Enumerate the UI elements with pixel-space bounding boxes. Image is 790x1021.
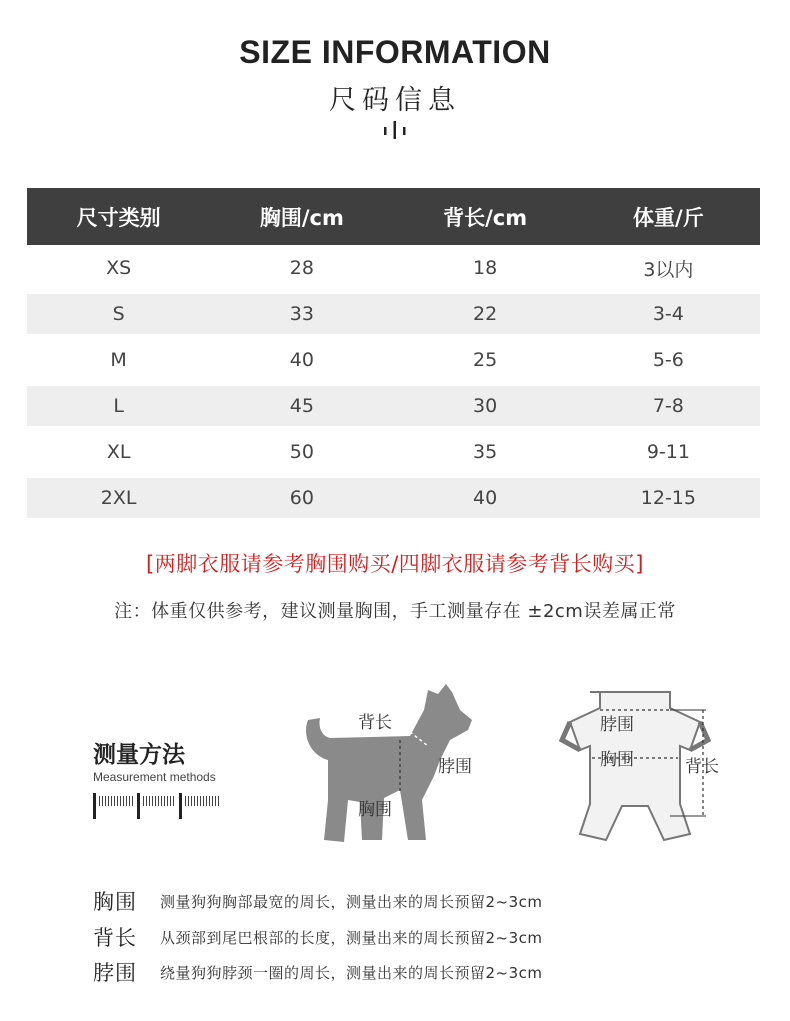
cell-chest: 60	[289, 487, 314, 509]
table-row	[27, 478, 760, 518]
cell-weight: 3-4	[652, 303, 684, 325]
col-header-size: 尺寸类别	[76, 205, 161, 230]
definition-row	[93, 957, 543, 987]
cell-size: S	[112, 303, 125, 325]
measure-title: 测量方法	[93, 742, 185, 768]
cell-back: 25	[473, 349, 498, 371]
cell-weight: 7-8	[652, 395, 684, 417]
cell-back: 22	[473, 303, 498, 325]
table-header	[27, 188, 760, 245]
definition-term: 背长	[93, 926, 137, 950]
table-row	[27, 245, 760, 291]
cell-weight: 3以内	[643, 258, 694, 281]
cell-weight: 9-11	[646, 441, 690, 463]
page-subtitle: 尺码信息	[329, 85, 461, 116]
cell-back: 18	[473, 257, 498, 279]
dog-label-back: 背长	[358, 713, 392, 733]
definition-text: 绕量狗狗脖颈一圈的周长，测量出来的周长预留2~3cm	[160, 963, 543, 982]
cell-back: 35	[473, 441, 498, 463]
definition-text: 测量狗狗胸部最宽的周长，测量出来的周长预留2~3cm	[160, 892, 543, 911]
table-row	[27, 337, 760, 383]
page-title: SIZE INFORMATION	[239, 34, 551, 70]
definition-row	[93, 886, 543, 916]
table-row	[27, 294, 760, 334]
cell-chest: 40	[289, 349, 314, 371]
cell-weight: 12-15	[640, 487, 696, 509]
col-header-chest: 胸围/cm	[259, 205, 344, 230]
cell-chest: 28	[289, 257, 314, 279]
cell-chest: 45	[289, 395, 314, 417]
cell-size: XL	[106, 441, 131, 463]
cell-chest: 50	[289, 441, 314, 463]
garment-label-back: 背长	[685, 757, 719, 777]
cell-size: 2XL	[100, 487, 137, 509]
purchase-note: [两脚衣服请参考胸围购买/四脚衣服请参考背长购买]	[146, 552, 644, 576]
col-header-weight: 体重/斤	[633, 205, 704, 230]
cell-weight: 5-6	[652, 349, 684, 371]
size-table	[27, 188, 760, 521]
cell-back: 30	[473, 395, 498, 417]
col-header-back: 背长/cm	[443, 205, 528, 230]
weight-note: 注：体重仅供参考，建议测量胸围，手工测量存在 ±2cm误差属正常	[114, 601, 676, 622]
definition-text: 从颈部到尾巴根部的长度，测量出来的周长预留2~3cm	[160, 928, 543, 947]
garment-label-neck: 脖围	[600, 715, 634, 735]
measure-subtitle: Measurement methods	[93, 770, 216, 784]
ruler-icon	[93, 793, 223, 819]
cell-size: L	[113, 395, 124, 417]
cell-back: 40	[473, 487, 498, 509]
cell-chest: 33	[289, 303, 314, 325]
cell-size: XS	[106, 257, 132, 279]
definition-term: 脖围	[93, 961, 137, 985]
cell-size: M	[110, 349, 127, 371]
divider-mark-icon	[382, 121, 408, 139]
table-row	[27, 429, 760, 475]
definition-term: 胸围	[93, 890, 137, 914]
table-row	[27, 386, 760, 426]
dog-label-neck: 脖围	[438, 757, 472, 777]
garment-label-chest: 胸围	[600, 750, 634, 770]
definition-row	[93, 922, 543, 952]
dog-label-chest: 胸围	[358, 800, 392, 820]
